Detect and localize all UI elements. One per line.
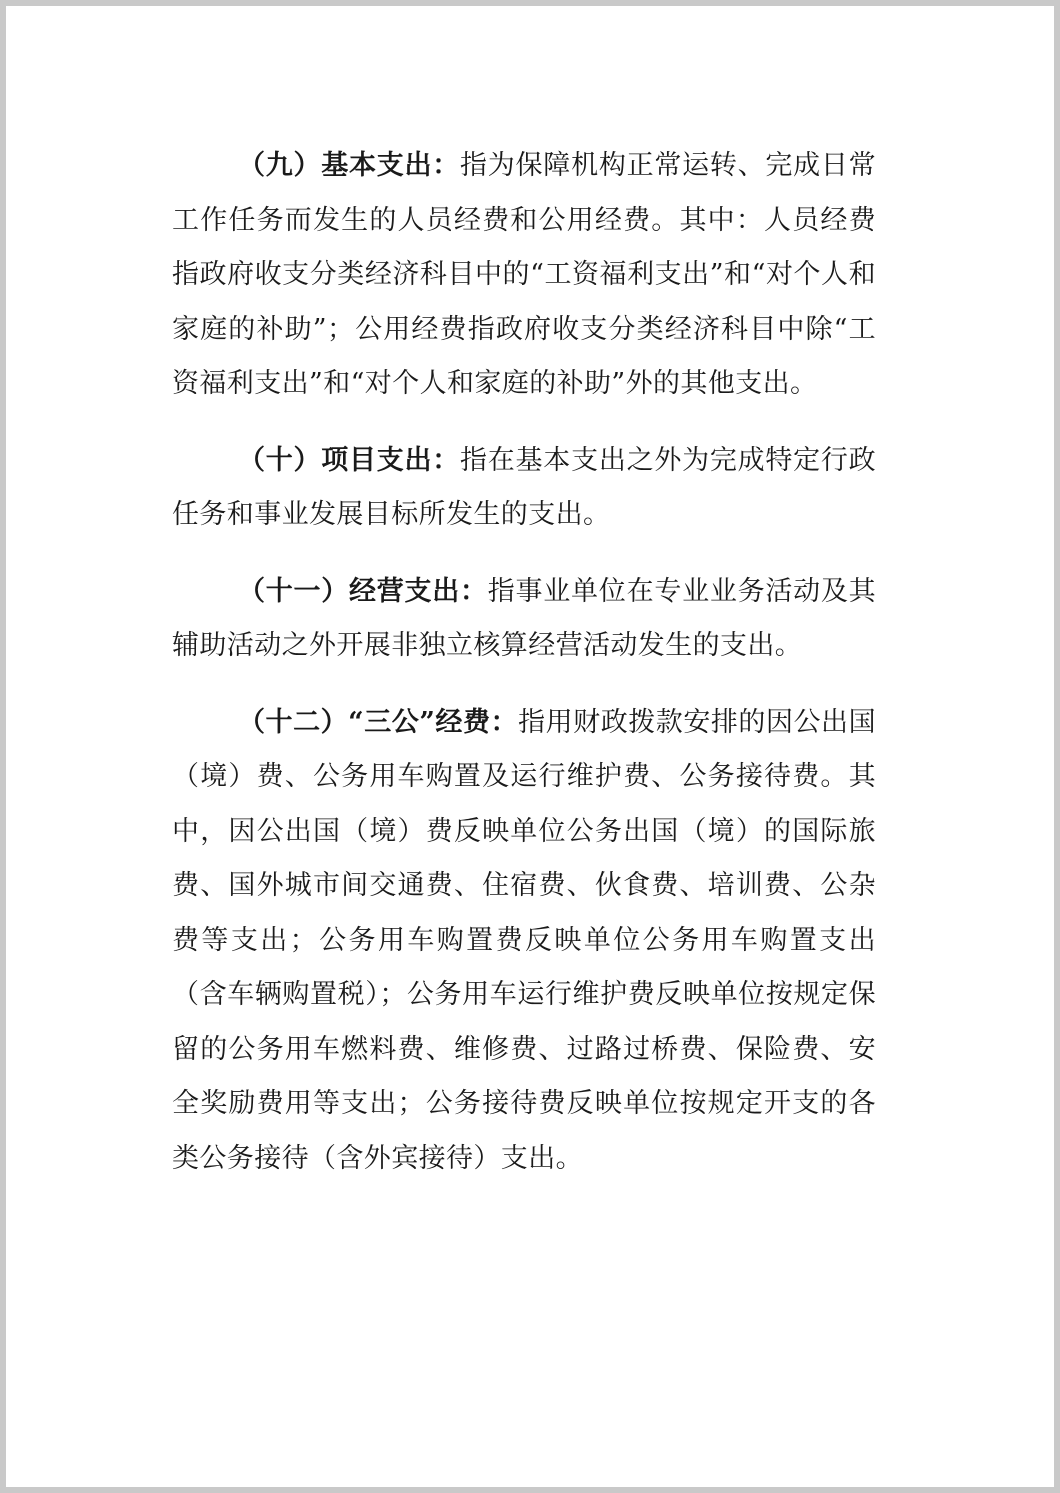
document-body [172,139,876,1208]
definition-basic-expenditure: 指为保障机构正常运转、完成日常工作任务而发生的人员经费和公用经费。其中：人员经费指政府收支分类经济科目中的“工资福利支出”和“对个人和家庭的补助”；公用经费指政府收支分类经济科目中除“工资福利支出”和“对个人和家庭的补助”外的其他支出。 [172,150,877,399]
definition-three-public-expenses: 指用财政拨款安排的因公出国（境）费、公务用车购置及运行维护费、公务接待费。其中，因公出国（境）费反映单位公务出国（境）的国际旅费、国外城市间交通费、住宿费、伙食费、培训费、公杂费等支出；公务用车购置费反映单位公务用车购置支出（含车辆购置税）；公务用车运行维护费反映单位按规定保留的公务用车燃料费、维修费、过路过桥费、保险费、安全奖励费用等支出；公务接待费反映单位按规定开支的各类公务接待（含外宾接待）支出。 [172,706,876,1174]
term-three-public-expenses: （十二）“三公”经费： [238,706,519,738]
term-basic-expenditure: （九）基本支出： [238,150,461,181]
paragraph-project-expenditure [172,434,876,543]
paragraph-operating-expenditure [172,565,876,674]
definition-project-expenditure: 指在基本支出之外为完成特定行政任务和事业发展目标所发生的支出。 [172,444,877,530]
definition-operating-expenditure: 指事业单位在专业业务活动及其辅助活动之外开展非独立核算经营活动发生的支出。 [172,575,876,661]
term-operating-expenditure: （十一）经营支出： [238,575,488,607]
paragraph-basic-expenditure [172,139,876,412]
term-project-expenditure: （十）项目支出： [238,444,461,476]
paragraph-three-public-expenses [172,696,876,1187]
